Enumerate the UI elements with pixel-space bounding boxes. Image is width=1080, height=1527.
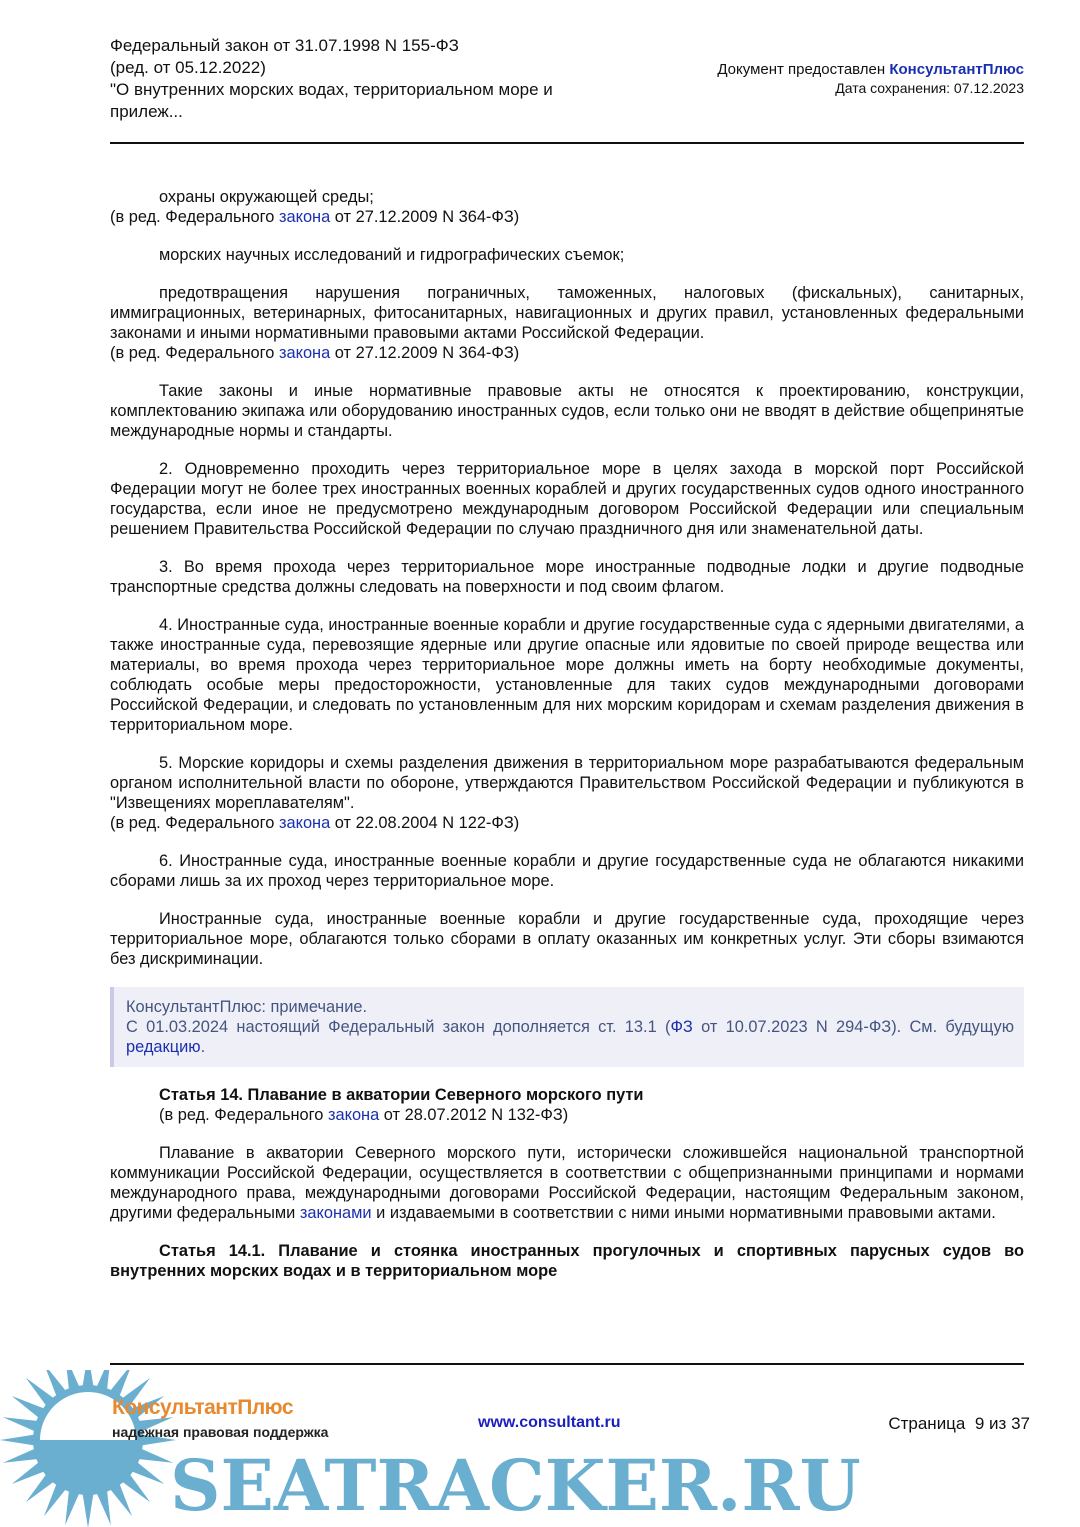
text-segment: (в ред. Федерального (110, 814, 279, 832)
paragraph (110, 283, 1024, 343)
paragraph (110, 459, 1024, 539)
article-heading (110, 1241, 1024, 1281)
save-date: Дата сохранения: 07.12.2023 (835, 80, 1024, 96)
sun-watermark-icon (0, 1370, 180, 1527)
law-link[interactable]: ФЗ (670, 1018, 693, 1036)
text-segment: 2. Одновременно проходить через территориальное море в целях захода в морской порт Российской Федерации могут не более трех иностранных военных кораблей и других государственных судов одного иностранного государства, если иное не предусмотрено международным договором Российской Федерации или специальным решением Правительства Российской Федерации по случаю праздничного дня или знаменательной даты. (110, 460, 1024, 538)
text-segment: Статья 14. Плавание в акватории Северного морского пути (159, 1086, 644, 1104)
document-body (110, 187, 1024, 1299)
footer-url-link[interactable]: www.consultant.ru (478, 1414, 621, 1431)
law-link[interactable]: редакцию (126, 1038, 201, 1056)
text-segment: от 10.07.2023 N 294-ФЗ). См. будущую (692, 1018, 1014, 1036)
title-line: Федеральный закон от 31.07.1998 N 155-ФЗ (110, 36, 459, 55)
footer (0, 1370, 1080, 1527)
paragraph (110, 245, 1024, 265)
page-current: 9 (974, 1414, 985, 1433)
paragraph (110, 909, 1024, 969)
text-segment: 3. Во время прохода через территориальное море иностранные подводные лодки и другие подводные транспортные средства должны следовать на поверхности и под своим флагом. (110, 558, 1024, 596)
article-heading (110, 1085, 1024, 1105)
text-segment: морских научных исследований и гидрографических съемок; (159, 246, 625, 264)
header-divider (110, 142, 1024, 144)
paragraph (110, 343, 1024, 363)
text-segment: Плавание в акватории Северного морского пути, исторически сложившейся национальной транспортной коммуникации Российской Федерации, осуществляется в соответствии с общепризнанными принципами и нормами международного права, международными договорами Российской Федерации, настоящим Федеральным законом, другими федеральными (110, 1144, 1024, 1222)
footer-slogan: надежная правовая поддержка (112, 1424, 329, 1440)
text-segment: от 22.08.2004 N 122-ФЗ) (330, 814, 520, 832)
law-link[interactable]: закона (278, 814, 331, 832)
paragraph (110, 187, 1024, 207)
text-segment: (в ред. Федерального (159, 1106, 328, 1124)
provider-info (717, 60, 1024, 98)
text-segment: охраны окружающей среды; (159, 188, 374, 206)
text-segment: 4. Иностранные суда, иностранные военные корабли и другие государственные суда с ядерными двигателями, а также иностранные суда, перевозящие ядерные или другие опасные или ядовитые по своей природе вещества или материалы, во время прохода через территориальное море должны иметь на борту необходимые документы, соблюдать особые меры предосторожности, установленные для таких судов международными договорами Российской Федерации, и следовать по установленным для них морским коридорам и схемам разделения движения в территориальном море. (110, 616, 1024, 734)
text-segment: . (200, 1038, 206, 1056)
law-link[interactable]: закона (278, 208, 331, 226)
page-label: Страница (888, 1414, 966, 1433)
document-title (110, 35, 650, 123)
consultant-note (110, 987, 1024, 1067)
text-segment: и издаваемыми в соответствии с ними иными нормативными правовыми актами. (371, 1204, 996, 1222)
title-line: прилеж... (110, 102, 183, 121)
paragraph (110, 557, 1024, 597)
text-segment: 5. Морские коридоры и схемы разделения движения в территориальном море разрабатываются федеральным органом исполнительной власти по обороне, утверждаются Правительством Российской Федерации и публикуются в "Извещениях мореплавателям". (110, 754, 1024, 812)
watermark-text: SEATRACKER.RU (170, 1444, 861, 1527)
page-total: 37 (1011, 1414, 1030, 1433)
paragraph (110, 381, 1024, 441)
paragraph (110, 207, 1024, 227)
text-segment: Такие законы и иные нормативные правовые акты не относятся к проектированию, конструкции, комплектованию экипажа или оборудованию иностранных судов, если только они не вводят в действие общепринятые международные нормы и стандарты. (110, 382, 1024, 440)
paragraph (110, 1105, 1024, 1125)
text-segment: от 28.07.2012 N 132-ФЗ) (379, 1106, 569, 1124)
footer-divider (110, 1363, 1024, 1365)
paragraph (110, 615, 1024, 735)
law-link[interactable]: закона (327, 1106, 380, 1124)
provider-brand: КонсультантПлюс (889, 61, 1024, 78)
footer-logo: КонсультантПлюс (112, 1396, 294, 1419)
title-line: (ред. от 05.12.2022) (110, 58, 266, 77)
paragraph (110, 1143, 1024, 1223)
paragraph (110, 851, 1024, 891)
page-of: из (989, 1414, 1007, 1433)
paragraph (110, 813, 1024, 833)
text-segment: от 27.12.2009 N 364-ФЗ) (330, 208, 520, 226)
provided-label: Документ предоставлен (717, 61, 890, 78)
text-segment: С 01.03.2024 настоящий Федеральный закон дополняется ст. 13.1 ( (126, 1018, 671, 1036)
law-link[interactable]: закона (278, 344, 331, 362)
paragraph (110, 753, 1024, 813)
text-segment: от 27.12.2009 N 364-ФЗ) (330, 344, 520, 362)
text-segment: Статья 14.1. Плавание и стоянка иностранных прогулочных и спортивных парусных судов во внутренних морских водах и в территориальном море (110, 1242, 1024, 1280)
page-counter (888, 1414, 1030, 1434)
text-segment: КонсультантПлюс: примечание. (126, 998, 368, 1016)
text-segment: 6. Иностранные суда, иностранные военные корабли и другие государственные суда не облагаются никакими сборами лишь за их проход через территориальное море. (110, 852, 1024, 890)
law-link[interactable]: законами (299, 1204, 372, 1222)
text-segment: (в ред. Федерального (110, 208, 279, 226)
text-segment: (в ред. Федерального (110, 344, 279, 362)
text-segment: Иностранные суда, иностранные военные корабли и другие государственные суда, проходящие через территориальное море, облагаются только сборами в оплату оказанных им конкретных услуг. Эти сборы взимаются без дискриминации. (110, 910, 1024, 968)
title-line: "О внутренних морских водах, территориальном море и (110, 80, 553, 99)
text-segment: предотвращения нарушения пограничных, таможенных, налоговых (фискальных), санитарных, иммиграционных, ветеринарных, фитосанитарных, навигационных и других правил, установленных федеральными законами и иными нормативными правовыми актами Российской Федерации. (110, 284, 1024, 342)
